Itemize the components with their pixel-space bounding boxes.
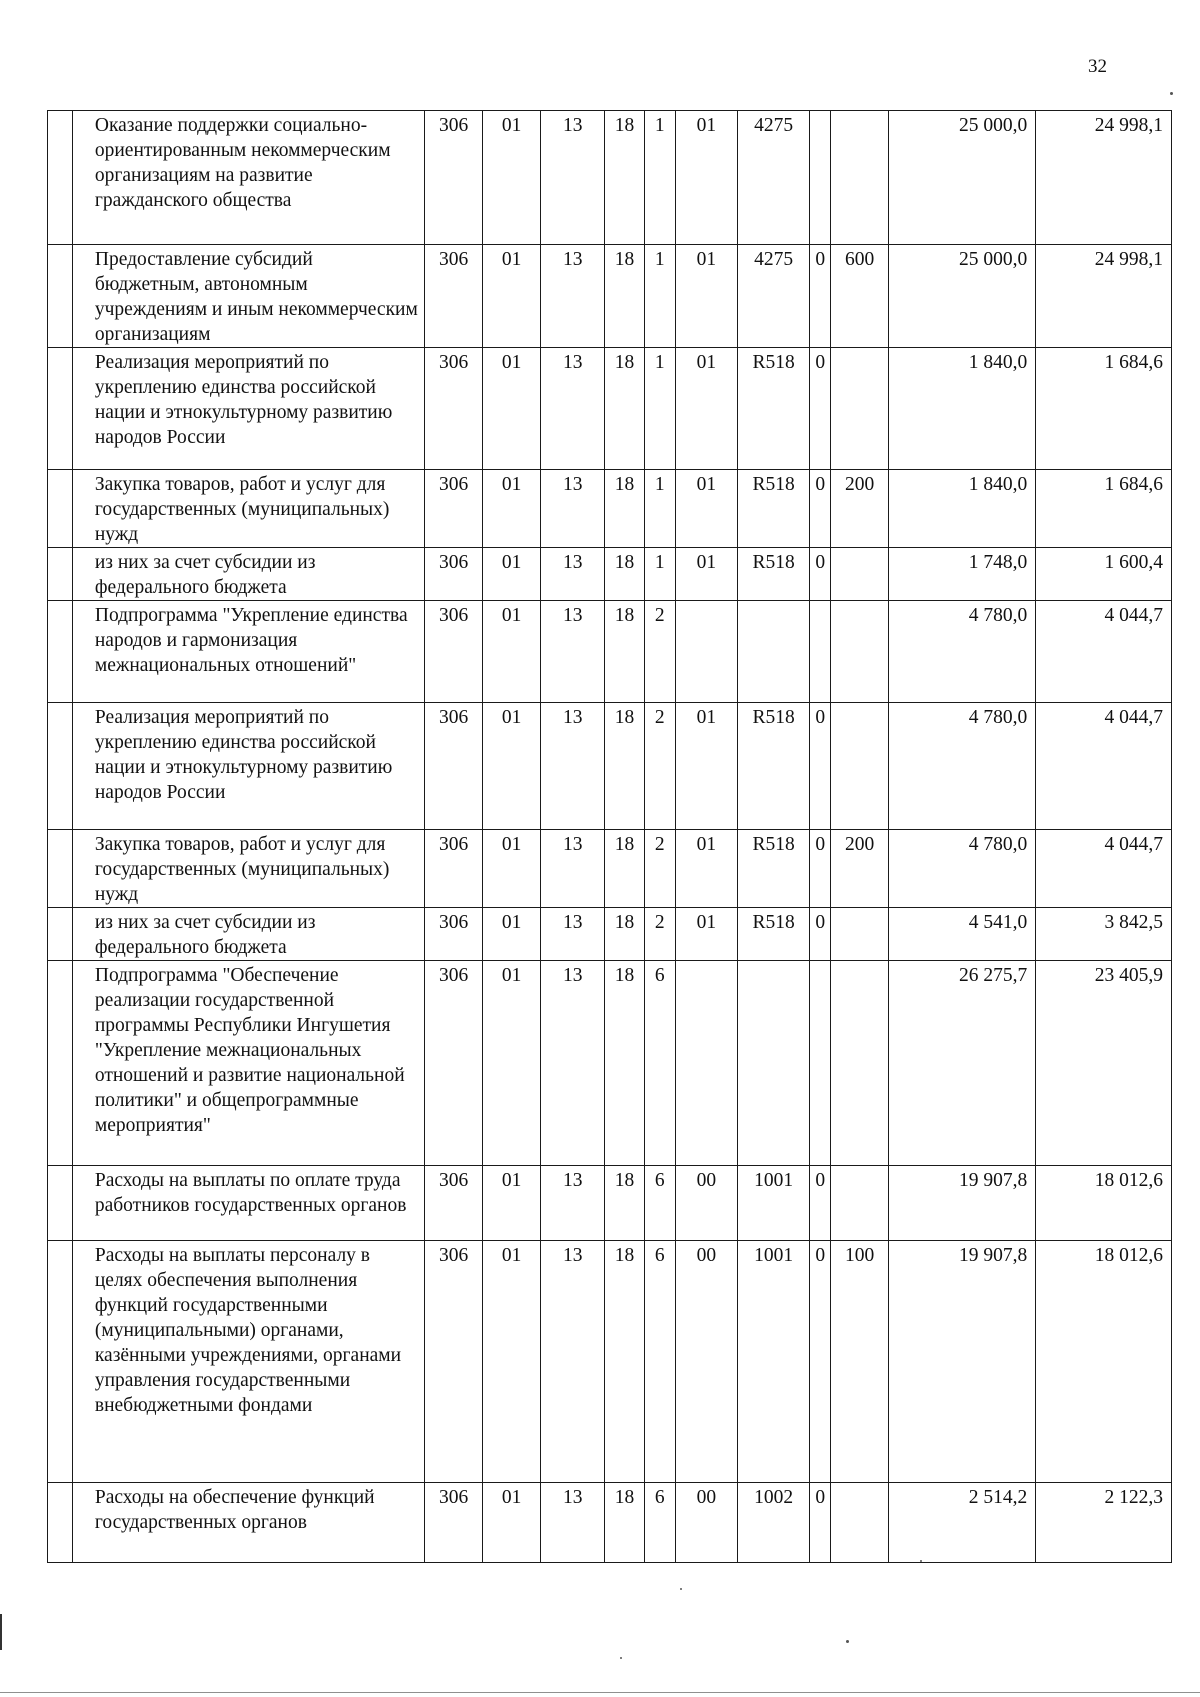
section-code-cell: 01 [483,1483,541,1563]
section-code-cell: 01 [483,830,541,908]
table-row [48,908,1172,961]
item-name-cell: Подпрограмма "Обеспечение реализации государственной программы Республики Ингушетия "Укрепление межнациональных отношений и развитие национальной политики" и общепрограммные мероприятия" [72,961,424,1166]
section-code-cell: 01 [483,348,541,470]
table-row [48,703,1172,830]
event-code-cell: 01 [675,908,737,961]
section-code-cell: 01 [483,111,541,245]
direction-code-cell: 4275 [737,245,810,348]
expense-type-cell [831,601,889,703]
program-code-cell: 18 [605,348,644,470]
actual-amount-cell: 4 044,7 [1036,830,1172,908]
zero-code-cell: 0 [810,830,831,908]
zero-code-cell [810,601,831,703]
direction-code-cell: 1001 [737,1166,810,1241]
zero-code-cell: 0 [810,1483,831,1563]
subprogram-code-cell: 6 [644,1483,675,1563]
subprogram-code-cell: 1 [644,245,675,348]
item-name-cell: из них за счет субсидии из федерального бюджета [72,908,424,961]
row-index-cell [48,111,73,245]
zero-code-cell: 0 [810,703,831,830]
ministry-code-cell: 306 [425,1166,483,1241]
zero-code-cell: 0 [810,470,831,548]
subsection-code-cell: 13 [541,830,605,908]
ministry-code-cell: 306 [425,908,483,961]
ministry-code-cell: 306 [425,961,483,1166]
zero-code-cell: 0 [810,548,831,601]
subprogram-code-cell: 1 [644,548,675,601]
table-row [48,1483,1172,1563]
subsection-code-cell: 13 [541,1483,605,1563]
program-code-cell: 18 [605,908,644,961]
zero-code-cell: 0 [810,245,831,348]
row-index-cell [48,348,73,470]
expense-type-cell: 200 [831,470,889,548]
subprogram-code-cell: 1 [644,470,675,548]
planned-amount-cell: 4 780,0 [889,601,1036,703]
program-code-cell: 18 [605,1241,644,1483]
program-code-cell: 18 [605,961,644,1166]
ministry-code-cell: 306 [425,245,483,348]
event-code-cell [675,961,737,1166]
subsection-code-cell: 13 [541,1166,605,1241]
zero-code-cell: 0 [810,348,831,470]
direction-code-cell: R518 [737,348,810,470]
zero-code-cell [810,961,831,1166]
direction-code-cell [737,601,810,703]
subprogram-code-cell: 2 [644,703,675,830]
ministry-code-cell: 306 [425,548,483,601]
item-name-cell: Расходы на выплаты по оплате труда работников государственных органов [72,1166,424,1241]
ministry-code-cell: 306 [425,601,483,703]
program-code-cell: 18 [605,470,644,548]
item-name-cell: Подпрограмма "Укрепление единства народов и гармонизация межнациональных отношений" [72,601,424,703]
expense-type-cell: 600 [831,245,889,348]
planned-amount-cell: 4 780,0 [889,703,1036,830]
ministry-code-cell: 306 [425,470,483,548]
actual-amount-cell: 1 600,4 [1036,548,1172,601]
expense-type-cell [831,348,889,470]
planned-amount-cell: 1 840,0 [889,470,1036,548]
scan-speck [920,1560,922,1562]
row-index-cell [48,830,73,908]
row-index-cell [48,1166,73,1241]
actual-amount-cell: 2 122,3 [1036,1483,1172,1563]
table-row [48,111,1172,245]
direction-code-cell: 1002 [737,1483,810,1563]
zero-code-cell: 0 [810,1166,831,1241]
expense-type-cell [831,1483,889,1563]
program-code-cell: 18 [605,601,644,703]
section-code-cell: 01 [483,601,541,703]
row-index-cell [48,548,73,601]
expense-type-cell [831,111,889,245]
ministry-code-cell: 306 [425,348,483,470]
scan-speck [620,1657,622,1659]
direction-code-cell: R518 [737,830,810,908]
table-row [48,470,1172,548]
event-code-cell: 00 [675,1483,737,1563]
section-code-cell: 01 [483,703,541,830]
section-code-cell: 01 [483,1241,541,1483]
section-code-cell: 01 [483,908,541,961]
item-name-cell: Расходы на обеспечение функций государственных органов [72,1483,424,1563]
section-code-cell: 01 [483,548,541,601]
section-code-cell: 01 [483,245,541,348]
row-index-cell [48,470,73,548]
table-body [48,111,1172,1563]
event-code-cell: 01 [675,703,737,830]
row-index-cell [48,601,73,703]
budget-table [47,110,1172,1563]
table-row [48,1241,1172,1483]
actual-amount-cell: 18 012,6 [1036,1166,1172,1241]
program-code-cell: 18 [605,1166,644,1241]
item-name-cell: Расходы на выплаты персоналу в целях обеспечения выполнения функций государственными (муниципальными) органами, казёнными учреждениями, органами управления государственными внебюджетными фондами [72,1241,424,1483]
scan-edge-line [0,1692,1200,1693]
actual-amount-cell: 1 684,6 [1036,470,1172,548]
item-name-cell: Закупка товаров, работ и услуг для государственных (муниципальных) нужд [72,470,424,548]
section-code-cell: 01 [483,1166,541,1241]
expense-type-cell: 100 [831,1241,889,1483]
subsection-code-cell: 13 [541,548,605,601]
table-row [48,1166,1172,1241]
subsection-code-cell: 13 [541,601,605,703]
subprogram-code-cell: 2 [644,908,675,961]
planned-amount-cell: 2 514,2 [889,1483,1036,1563]
planned-amount-cell: 1 748,0 [889,548,1036,601]
planned-amount-cell: 25 000,0 [889,245,1036,348]
event-code-cell: 01 [675,548,737,601]
row-index-cell [48,1241,73,1483]
section-code-cell: 01 [483,470,541,548]
subsection-code-cell: 13 [541,245,605,348]
ministry-code-cell: 306 [425,1241,483,1483]
event-code-cell: 01 [675,245,737,348]
scan-speck [680,1588,682,1590]
planned-amount-cell: 4 541,0 [889,908,1036,961]
event-code-cell [675,601,737,703]
expense-type-cell [831,548,889,601]
subprogram-code-cell: 6 [644,1241,675,1483]
zero-code-cell: 0 [810,1241,831,1483]
actual-amount-cell: 24 998,1 [1036,111,1172,245]
expense-type-cell [831,703,889,830]
row-index-cell [48,961,73,1166]
event-code-cell: 01 [675,470,737,548]
subsection-code-cell: 13 [541,961,605,1166]
item-name-cell: Оказание поддержки социально-ориентированным некоммерческим организациям на развитие гражданского общества [72,111,424,245]
zero-code-cell [810,111,831,245]
program-code-cell: 18 [605,1483,644,1563]
event-code-cell: 01 [675,348,737,470]
expense-type-cell [831,1166,889,1241]
subsection-code-cell: 13 [541,703,605,830]
table-row [48,830,1172,908]
row-index-cell [48,245,73,348]
table-row [48,348,1172,470]
zero-code-cell: 0 [810,908,831,961]
event-code-cell: 00 [675,1241,737,1483]
item-name-cell: Закупка товаров, работ и услуг для государственных (муниципальных) нужд [72,830,424,908]
scan-speck [846,1640,849,1643]
direction-code-cell: R518 [737,703,810,830]
direction-code-cell: R518 [737,548,810,601]
page-number: 32 [1088,56,1107,77]
planned-amount-cell: 19 907,8 [889,1166,1036,1241]
expense-type-cell: 200 [831,830,889,908]
planned-amount-cell: 26 275,7 [889,961,1036,1166]
row-index-cell [48,703,73,830]
program-code-cell: 18 [605,111,644,245]
row-index-cell [48,908,73,961]
item-name-cell: Реализация мероприятий по укреплению единства российской нации и этнокультурному развитию народов России [72,703,424,830]
section-code-cell: 01 [483,961,541,1166]
planned-amount-cell: 4 780,0 [889,830,1036,908]
subprogram-code-cell: 1 [644,348,675,470]
subsection-code-cell: 13 [541,111,605,245]
direction-code-cell: 1001 [737,1241,810,1483]
planned-amount-cell: 25 000,0 [889,111,1036,245]
program-code-cell: 18 [605,548,644,601]
ministry-code-cell: 306 [425,830,483,908]
actual-amount-cell: 4 044,7 [1036,601,1172,703]
direction-code-cell: R518 [737,470,810,548]
subprogram-code-cell: 6 [644,1166,675,1241]
ministry-code-cell: 306 [425,703,483,830]
subsection-code-cell: 13 [541,1241,605,1483]
planned-amount-cell: 19 907,8 [889,1241,1036,1483]
subsection-code-cell: 13 [541,348,605,470]
table-row [48,601,1172,703]
ministry-code-cell: 306 [425,1483,483,1563]
item-name-cell: из них за счет субсидии из федерального бюджета [72,548,424,601]
item-name-cell: Реализация мероприятий по укреплению единства российской нации и этнокультурному развитию народов России [72,348,424,470]
direction-code-cell: 4275 [737,111,810,245]
subprogram-code-cell: 6 [644,961,675,1166]
event-code-cell: 00 [675,1166,737,1241]
actual-amount-cell: 18 012,6 [1036,1241,1172,1483]
event-code-cell: 01 [675,830,737,908]
subprogram-code-cell: 2 [644,601,675,703]
actual-amount-cell: 24 998,1 [1036,245,1172,348]
program-code-cell: 18 [605,830,644,908]
direction-code-cell: R518 [737,908,810,961]
actual-amount-cell: 23 405,9 [1036,961,1172,1166]
planned-amount-cell: 1 840,0 [889,348,1036,470]
scan-edge-line [0,1614,2,1650]
subsection-code-cell: 13 [541,470,605,548]
table-row [48,961,1172,1166]
direction-code-cell [737,961,810,1166]
expense-type-cell [831,961,889,1166]
expense-type-cell [831,908,889,961]
actual-amount-cell: 3 842,5 [1036,908,1172,961]
event-code-cell: 01 [675,111,737,245]
actual-amount-cell: 4 044,7 [1036,703,1172,830]
program-code-cell: 18 [605,703,644,830]
subprogram-code-cell: 2 [644,830,675,908]
table-row [48,245,1172,348]
subprogram-code-cell: 1 [644,111,675,245]
row-index-cell [48,1483,73,1563]
table-row [48,548,1172,601]
scan-speck [1170,92,1173,95]
item-name-cell: Предоставление субсидий бюджетным, автономным учреждениям и иным некоммерческим организациям [72,245,424,348]
ministry-code-cell: 306 [425,111,483,245]
subsection-code-cell: 13 [541,908,605,961]
actual-amount-cell: 1 684,6 [1036,348,1172,470]
program-code-cell: 18 [605,245,644,348]
